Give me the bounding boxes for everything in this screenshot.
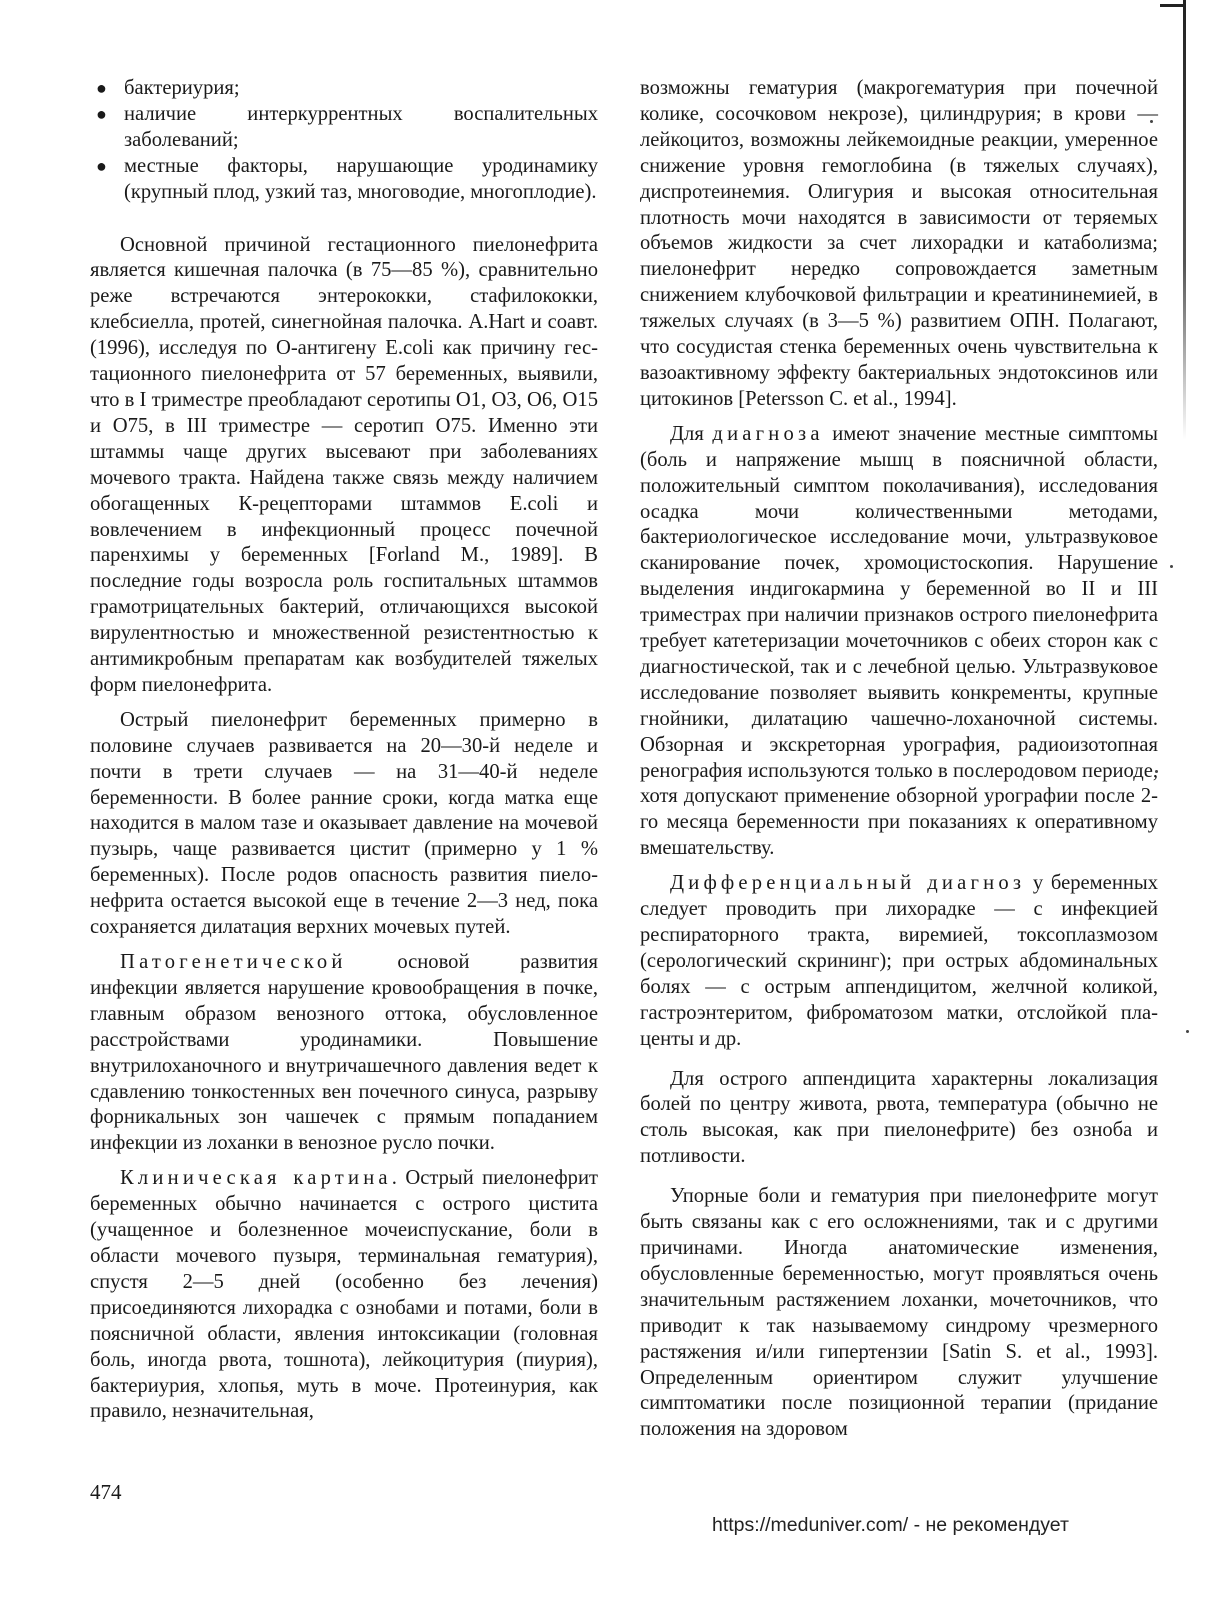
scan-speck <box>1170 565 1173 568</box>
list-item: ● наличие интеркуррентных воспалительных заболеваний; <box>96 102 598 151</box>
paragraph-diagnosis: Для диагноза имеют значение местные симптомы (боль и напряжение мышц в поясничной области, положительный симптом поколачивания), исследования осадка мочи количественными методами, бактериологическое исследование мочи, ультразвуковое сканирование почек, хромоцистоскопия. Нарушение выделения индигокармина у беременной во II и III триместрах при наличии признаков острого пиелонефрита требует катетеризации мочеточников с обеих сторон как с диагностической, так и с лечебной целью. Ультразвуковое исследование позволяет выявить конкременты, крупные гнойники, дилатацию чашечно-лоханочной системы. Обзорная и экскреторная урография, радиоизотопная ренография используются только в послеродовом периоде, хотя допускают применение обзорной урографии после 2-го месяца беременности при показаниях к оперативному вмешательству. <box>640 422 1158 860</box>
paragraph-appendicitis: Для острого аппендицита характерны локализация болей по центру живота, рвота, температура (обычно не столь высокая, как при пиелонефрите) без озноба и потливости. <box>640 1067 1158 1168</box>
paragraph-onset: Острый пиелонефрит беременных примерно в половине случаев развивается на 20—30-й неделе и почти в трети случаев — на 31—40-й неделе беременности. В более ранние сроки, когда матка еще находится в малом тазе и оказывает давление на мочевой пузырь, чаще развивается цистит (примерно у 1 % беременных). После родов опасность развития пиелонефрита остается высокой еще в течение 2—3 нед, пока сохраняется дилатация верхних мочевых путей. <box>90 708 598 939</box>
spaced-lead-term: Клиническая картина <box>120 1167 392 1190</box>
paragraph-persistent-pain: Упорные боли и гематурия при пиелонефрите могут быть связаны как с его осложнениями, так и с другими причинами. Иногда анатомические изменения, обусловленные беременностью, могут проявляться очень значительным растяжением лоханки, мочеточников, что приводит к так называемому синдрому чрезмерного растяжения и/или гипертензии [Satin S. et al., 1993]. Определенным ориентиром служит улучшение симптоматики после позиционной терапии (придание положения на здоровом <box>640 1185 1158 1441</box>
spaced-lead-term: Патогенетической <box>120 951 347 973</box>
page-number: 474 <box>90 1480 122 1504</box>
paragraph-etiology: Основной причиной гестационного пиелонефрита является кишечная палочка (в 75—85 %), сравнительно реже встречаются энтерококки, стафилококки, клебсиелла, протей, синегнойная палочка. A.Hart и соавт. (1996), исследуя по О-антигену E.coli как причину гестационного пиелонефрита от 57 беременных, выявили, что в I триместре преобладают серотипы О1, О3, О6, О15 и О75, в III триместре — серотип О75. Именно эти штаммы чаще других высевают при заболеваниях мочевого тракта. Найдена также связь между наличием обогащенных К-рецепторами штаммов E.coli и вовлечением в инфекционный процесс почечной паренхимы у беременных [Forland M., 1989]. В последние годы возросла роль госпитальных штаммов грамотрицательных бактерий, отличающихся высокой вирулентностью и множественной резистентностью к антимикробным препаратам как возбудителей тяжелых форм пиелонефрита. <box>90 233 598 696</box>
paragraph-pathogenesis: Патогенетической основой развития инфекции является нарушение кровообращения в почке, главным образом венозного оттока, обусловленное расстройствами уродинамики. Повышение внутрилоханочного и внутричашечного давления ведет к сдавлению тонкостенных вен почечного синуса, разрыву форникальных зон чашечек с прямым попаданием инфекции из лоханки в венозное русло почки. <box>90 951 598 1155</box>
left-column <box>90 76 598 1425</box>
paragraph-clinical-picture: Клиническая картина. Острый пиелонефрит беременных обычно начинается с острого цистита (учащенное и болезненное мочеиспускание, боли в области мочевого пузыря, терминальная гематурия), спустя 2—5 дней (особенно без лечения) присоединяются лихорадка с ознобами и потами, боли в поясничной области, явления интоксикации (головная боль, иногда рвота, тошнота), лейкоцитурия (пиурия), бактериурия, хлопья, муть в моче. Протеинурия, как правило, незначительная, <box>90 1167 598 1423</box>
bullet-icon: ● <box>96 103 107 124</box>
right-column <box>640 76 1158 1443</box>
paragraph-lab-findings: возможны гематурия (макрогематурия при почечной колике, сосочковом некрозе), цилиндрурия; в крови — лейкоцитоз, возможны лейкемоидные реакции, умеренное снижение уровня гемоглобина (в тяжелых случаях), диспротеинемия. Олигурия и высокая относительная плотность мочи находятся в зависимости от теряемых объемов жидкости за счет лихорадки и катаболизма; пиелонефрит нередко сопровождается заметным снижением клубочковой фильтрации и креатининемией, в тяжелых случаях (в 3—5 %) развитием ОПН. Полагают, что сосудистая стенка беременных очень чувствительна к вазоактивному эффекту бактериальных эндотоксинов или цитокинов [Petersson C. et al., 1994]. <box>640 77 1158 410</box>
spaced-lead-term: диагноза <box>712 422 824 445</box>
source-watermark: https://meduniver.com/ - не рекомендует <box>712 1514 1069 1536</box>
list-item: ● местные факторы, нарушающие уродинамику (крупный плод, узкий таз, многоводие, многоплодие). <box>96 154 598 203</box>
scan-speck <box>1186 1030 1189 1033</box>
paragraph-differential: Дифференциальный диагноз у беременных следует проводить при лихорадке — с инфекцией респираторного тракта, виремией, токсоплазмозом (серологический скрининг); при острых абдоминальных болях — с острым аппендицитом, желчной коликой, гастроэнтеритом, фиброматозом матки, отслойкой плаценты и др. <box>640 872 1158 1050</box>
bullet-icon: ● <box>96 155 107 176</box>
list-item: ● бактериурия; <box>90 76 598 102</box>
risk-factor-list <box>90 76 598 206</box>
bullet-icon: ● <box>96 78 107 98</box>
spaced-lead-term: Дифференциальный диагноз <box>670 872 1026 895</box>
scan-edge-line <box>1183 0 1186 440</box>
